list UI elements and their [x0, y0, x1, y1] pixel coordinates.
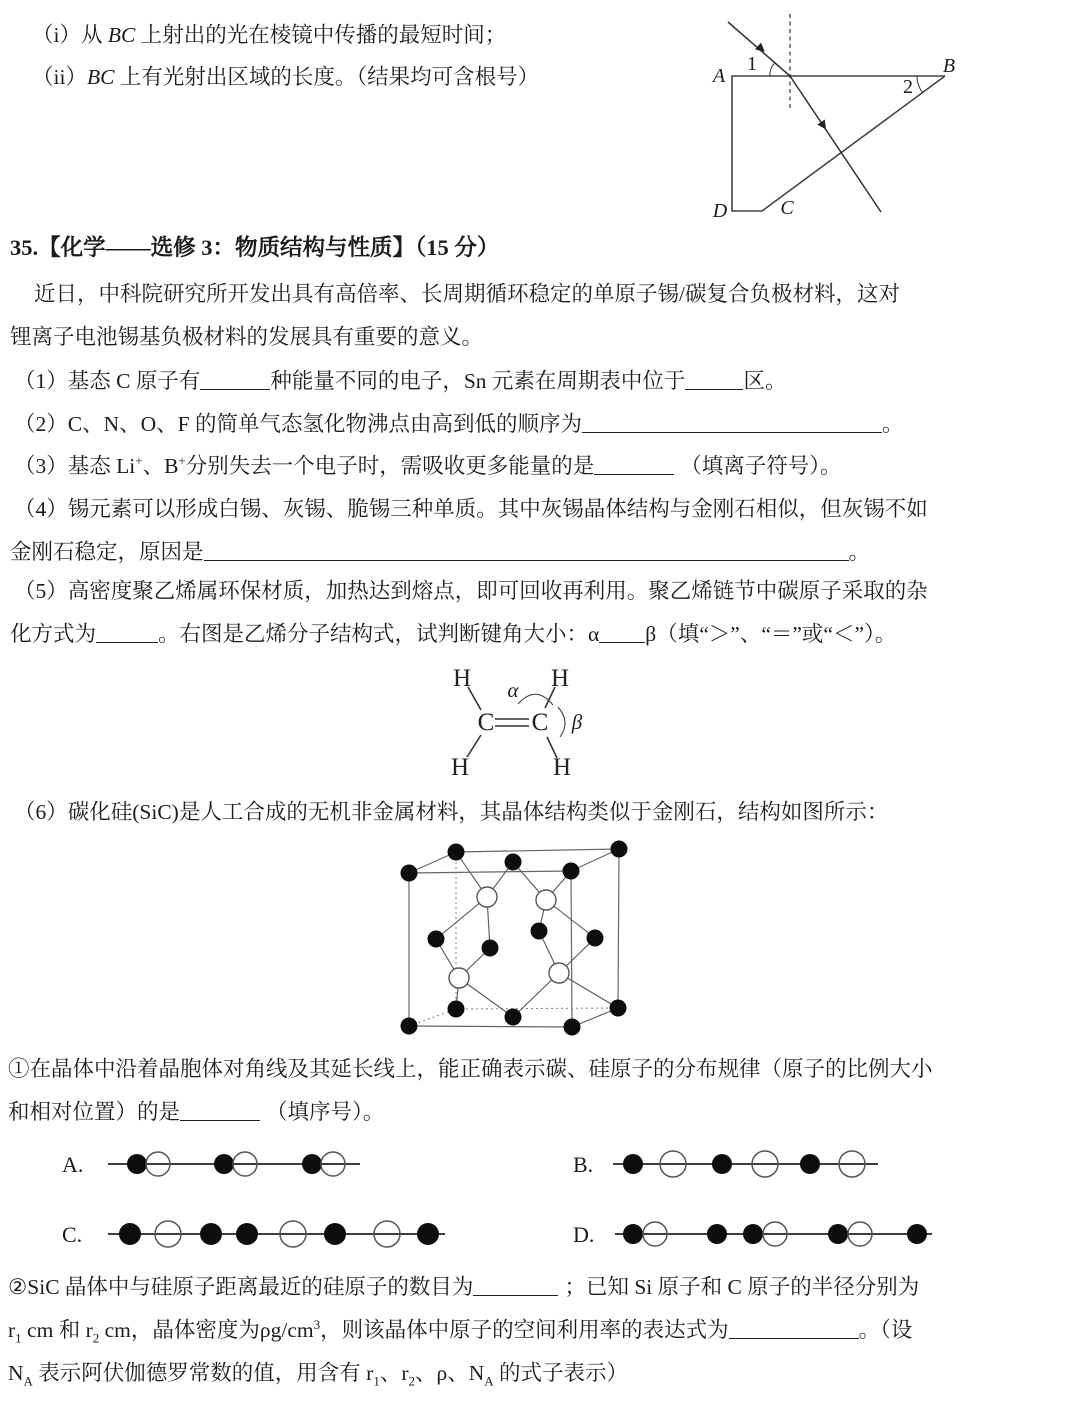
sub2-t2: cm 和 r — [21, 1318, 93, 1342]
silicon-atoms — [449, 887, 569, 988]
sic-crystal-diagram — [390, 842, 640, 1042]
q35-item2 — [14, 411, 904, 438]
line-ii-post: 上有光射出区域的长度。（结果均可含根号） — [114, 65, 540, 89]
sub2c-t2: 表示阿伏伽德罗常数的值，用含有 r — [32, 1361, 374, 1385]
q35-intro-line2: 锂离子电池锡基负极材料的发展具有重要的意义。 — [10, 325, 484, 349]
line-i-pre: （i）从 — [32, 23, 108, 47]
q35-sub1-line2 — [8, 1099, 384, 1126]
option-row-C — [62, 1221, 445, 1247]
alpha-label: α — [507, 678, 519, 702]
sub2c-t3: 、r — [379, 1361, 409, 1385]
item2-post: 。 — [881, 412, 904, 436]
answer-blank — [180, 1117, 260, 1121]
q35-sub2-line2 — [8, 1317, 912, 1344]
q35-item5-line2 — [10, 621, 896, 648]
h-atom-label: H — [452, 665, 472, 692]
angle-1-label: 1 — [747, 53, 757, 75]
prism-outline — [732, 76, 945, 211]
r1-subscript: 1 — [15, 1330, 22, 1346]
item5-post: β（填“＞”、“＝”或“＜”）。 — [645, 622, 897, 646]
na-subscript: A — [484, 1373, 494, 1389]
option-row-B — [573, 1151, 878, 1177]
cm3-superscript: 3 — [313, 1316, 321, 1332]
beta-angle-arc — [558, 707, 565, 737]
angle-2-label: 2 — [903, 76, 913, 98]
item1-mid: 种能量不同的电子，Sn 元素在周期表中位于 — [270, 369, 686, 393]
carbon-atoms — [401, 841, 628, 1036]
item5-pre: 化方式为 — [10, 622, 97, 646]
q35-sub1-line1: ①在晶体中沿着晶胞体对角线及其延长线上，能正确表示碳、硅原子的分布规律（原子的比例大小 — [8, 1057, 933, 1081]
q35-item5-line1: （5）高密度聚乙烯属环保材质，加热达到熔点，即可回收再利用。聚乙烯链节中碳原子采取的杂 — [14, 579, 928, 603]
h-atom-label: H — [450, 754, 470, 781]
q35-item3 — [14, 453, 842, 480]
line-ii-pre: （ii） — [32, 65, 87, 89]
h-atom-label: H — [552, 754, 572, 781]
option-label: C. — [62, 1222, 83, 1247]
sub2-t3: cm，晶体密度为ρg/cm — [99, 1318, 314, 1342]
item5-mid: 。右图是乙烯分子结构式，试判断键角大小：α — [158, 622, 600, 646]
q35-item4-line1: （4）锡元素可以形成白锡、灰锡、脆锡三种单质。其中灰锡晶体结构与金刚石相似，但灰锡不如 — [14, 497, 928, 521]
line-i-post: 上射出的光在棱镜中传播的最短时间； — [135, 23, 507, 47]
item4-pre: 金刚石稳定，原因是 — [10, 540, 204, 564]
angle-1-arc — [770, 63, 775, 76]
answer-blank — [200, 386, 270, 390]
refracted-ray — [790, 76, 881, 212]
vertex-c-label: C — [780, 197, 794, 219]
answer-blank — [729, 1335, 859, 1339]
incident-ray — [728, 22, 790, 76]
answer-blank — [473, 1292, 558, 1296]
item3-mid: 、B — [142, 454, 179, 478]
item1-pre: （1）基态 C 原子有 — [14, 369, 201, 393]
answer-blank — [96, 639, 158, 643]
answer-blank — [599, 639, 645, 643]
vertex-b-label: B — [942, 55, 956, 77]
q35-heading: 35.【化学——选修 3：物质结构与性质】（15 分） — [10, 235, 500, 260]
na-symbol: N — [8, 1361, 24, 1385]
vertex-d-label: D — [712, 200, 728, 222]
li-plus-sup: + — [135, 452, 143, 468]
sub2-r1: r — [8, 1318, 16, 1342]
b-plus-sup: + — [178, 452, 186, 468]
item3-post: （填离子符号）。 — [680, 454, 842, 478]
sub2-pre: ②SiC 晶体中与硅原子距离最近的硅原子的数目为 — [8, 1275, 474, 1299]
q35-item4-line2 — [10, 539, 870, 566]
c-atom-label: C — [477, 709, 495, 736]
na-subscript: A — [23, 1373, 33, 1389]
sub1-pre: 和相对位置）的是 — [8, 1100, 181, 1124]
line-i-bc: BC — [107, 23, 136, 47]
item4-post: 。 — [848, 540, 871, 564]
answer-blank — [582, 429, 882, 433]
vertex-a-label: A — [712, 65, 726, 87]
item2-pre: （2）C、N、O、F 的简单气态氢化物沸点由高到低的顺序为 — [14, 412, 582, 436]
line-ii-bc: BC — [86, 65, 115, 89]
q35-item1 — [14, 368, 786, 395]
sub2-t5: 。（设 — [858, 1318, 913, 1342]
answer-blank — [685, 386, 743, 390]
item1-post: 区。 — [743, 369, 787, 393]
q35-intro-line1: 近日，中科院研究所开发出具有高倍率、长周期循环稳定的单原子锡/碳复合负极材料，这对 — [34, 282, 900, 306]
r1-subscript: 1 — [373, 1373, 380, 1389]
answer-blank — [594, 471, 674, 475]
optics-diagram — [690, 4, 990, 232]
item3-mid2: 分别失去一个电子时，需吸收更多能量的是 — [185, 454, 595, 478]
answer-options-diagram — [0, 1140, 1080, 1264]
sub2-t4: ，则该晶体中原子的空间利用率的表达式为 — [320, 1318, 729, 1342]
r2-subscript: 2 — [408, 1373, 416, 1389]
option-label: D. — [573, 1222, 595, 1247]
physics-line-ii — [32, 64, 539, 91]
option-row-A — [62, 1152, 360, 1177]
option-label: B. — [573, 1152, 594, 1177]
item3-pre: （3）基态 Li — [14, 454, 136, 478]
angle-2-arc — [917, 76, 923, 93]
sub2c-t4: 、ρ、N — [415, 1361, 485, 1385]
sub1-post: （填序号）。 — [266, 1100, 385, 1124]
r2-subscript: 2 — [92, 1330, 100, 1346]
ethylene-structure-diagram — [430, 658, 630, 790]
q35-sub2-line1 — [8, 1274, 919, 1301]
h-atom-label: H — [550, 665, 570, 692]
sub2c-t5: 的式子表示） — [493, 1361, 629, 1385]
c-atom-label: C — [531, 709, 549, 736]
physics-line-i — [32, 22, 506, 49]
option-row-D — [573, 1222, 932, 1247]
q35-item6: （6）碳化硅(SiC)是人工合成的无机非金属材料，其晶体结构类似于金刚石，结构如图所示： — [14, 800, 889, 824]
option-label: A. — [62, 1152, 84, 1177]
q35-sub2-line3 — [8, 1360, 628, 1387]
beta-label: β — [571, 710, 583, 734]
sub2-post: ；已知 Si 原子和 C 原子的半径分别为 — [564, 1275, 920, 1299]
answer-blank — [204, 557, 849, 561]
